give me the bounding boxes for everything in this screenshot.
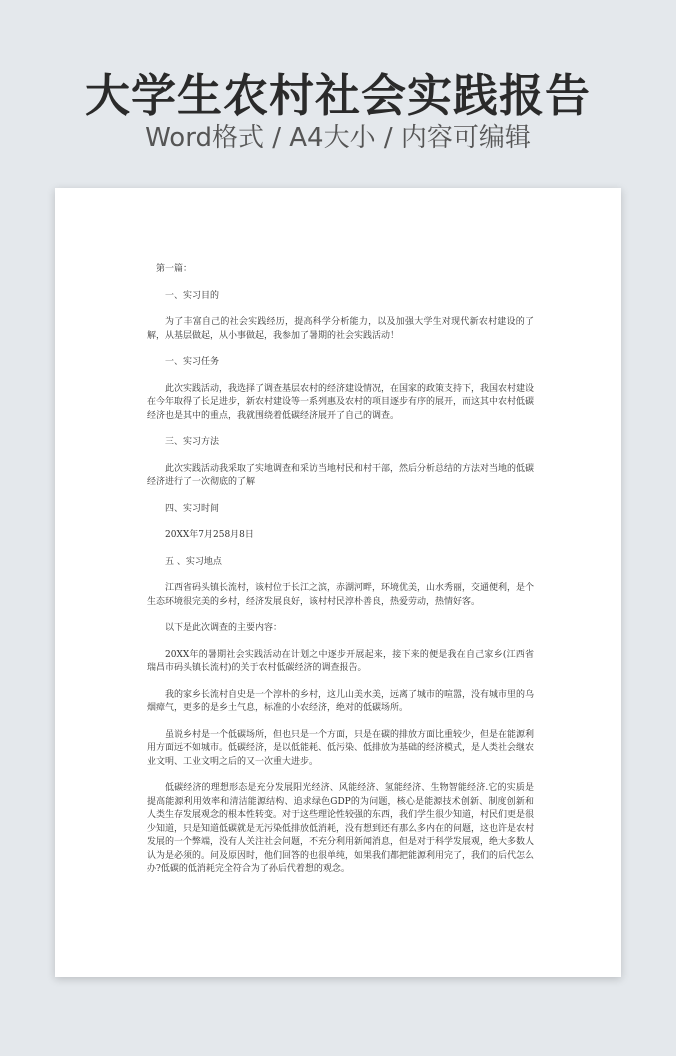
section-heading-location: 五 、实习地点: [165, 556, 222, 567]
document-page: [55, 188, 621, 977]
time-value: 20XX年7月258月8日: [165, 530, 254, 540]
paragraph-method: 此次实践活动我采取了实地调查和采访当地村民和村干部，然后分析总结的方法对当地的低碳经济进行了一次彻底的了解: [147, 463, 535, 487]
page-subtitle: Word格式 / A4大小 / 内容可编辑: [145, 123, 531, 153]
paragraph-location: 江西省码头镇长流村，该村位于长江之滨，赤湖河畔，环境优美，山水秀丽，交通便利，是个生态环境很完美的乡村，经济发展良好，该村村民淳朴善良，热爱劳动，热情好客。: [147, 583, 535, 607]
section-heading-method: 三、实习方法: [165, 437, 220, 447]
paragraph-low-carbon: 虽说乡村是一个低碳场所，但也只是一个方面，只是在碳的排放方面比重较少，但是在能源利用方面远不如城市。低碳经济，是以低能耗、低污染、低排放为基础的经济模式，是人类社会继农业文明、工业文明之后的又一次重大进步。: [147, 729, 535, 767]
paragraph-survey-intro: 20XX年的暑期社会实践活动在计划之中逐步开展起来，接下来的便是我在自己家乡(江西省瑞昌市码头镇长流村)的关于农村低碳经济的调查报告。: [147, 649, 534, 673]
part-label: 第一篇：: [156, 264, 193, 274]
document-body: [147, 263, 534, 890]
survey-intro-heading: 以下是此次调查的主要内容：: [165, 623, 283, 633]
section-heading-purpose: 一、实习目的: [165, 290, 220, 301]
paragraph-ideal-form: 低碳经济的理想形态是充分发展阳光经济、风能经济、氢能经济、生物智能经济.它的实质是提高能源利用效率和清洁能源结构、追求绿色GDP的为问题，核心是能源技术创新、制度创新和人类生存发展观念的根本性转变。对于这些理论性较强的东西，我们学生很少知道，村民们更是很少知道，只是知道低碳就是无污染低排放低消耗，没有想到还有那么多内在的问题，这也许是农村发展的一个弊端，没有人关注社会问题，不充分利用新闻消息，但是对于科学发展观，绝大多数人认为是必须的。问及原因时，他们回答的也很单纯，如果我们都把能源利用完了，我们的后代怎么办?低碳的低消耗完全符合为了孙后代着想的观念。: [147, 783, 535, 874]
section-heading-time: 四、实习时间: [165, 503, 220, 514]
paragraph-hometown: 我的家乡长流村自史是一个淳朴的乡村，这儿山美水美，远离了城市的喧嚣，没有城市里的乌烟瘴气，更多的是乡土气息，标准的小农经济，绝对的低碳场所。: [147, 689, 535, 713]
section-heading-task: 一、实习任务: [165, 357, 220, 367]
paragraph-purpose: 为了丰富自己的社会实践经历，提高科学分析能力，以及加强大学生对现代新农村建设的了解，从基层做起，从小事做起，我参加了暑期的社会实践活动！: [147, 317, 534, 341]
paragraph-task: 此次实践活动，我选择了调查基层农村的经济建设情况，在国家的政策支持下，我国农村建设在今年取得了长足进步，新农村建设等一系列惠及农村的项目逐步有序的展开，而这其中农村低碳经济也是其中的重点，我就围绕着低碳经济展开了自己的调查。: [147, 383, 535, 421]
page-title: 大学生农村社会实践报告: [84, 69, 591, 122]
